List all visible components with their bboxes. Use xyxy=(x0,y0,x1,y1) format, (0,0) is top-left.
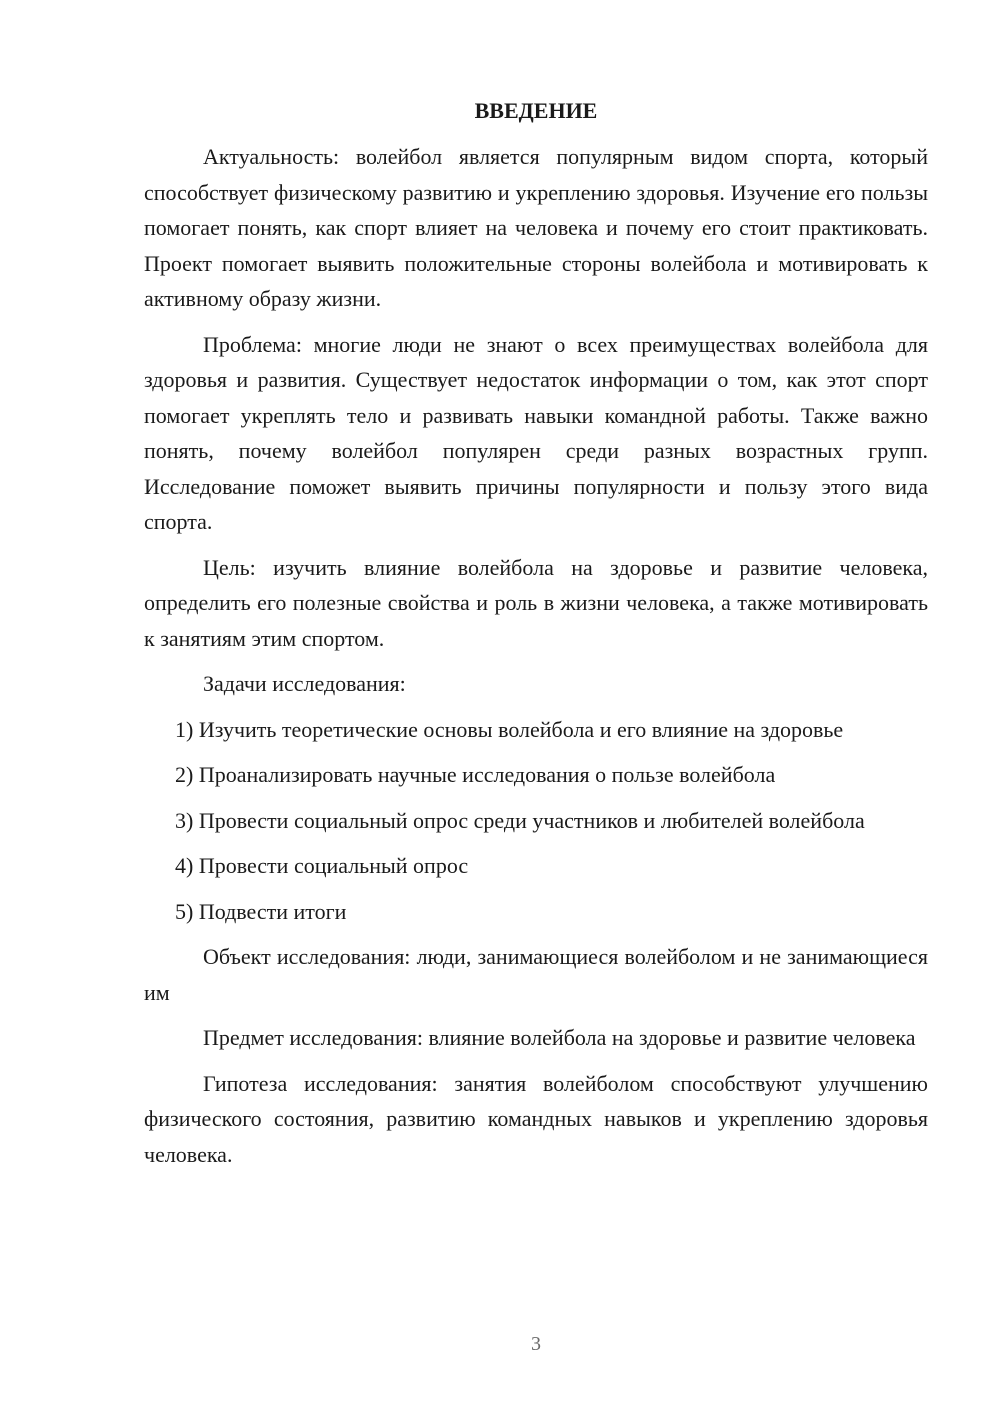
paragraph-hypothesis: Гипотеза исследования: занятия волейболом способствуют улучшению физического состояния, развитию командных навыков и укреплению здоровья человека. xyxy=(144,1070,928,1167)
paragraph-subject: Предмет исследования: влияние волейбола на здоровье и развитие человека xyxy=(203,1025,916,1050)
list-item: 2) Проанализировать научные исследования о пользе волейбола xyxy=(175,762,776,787)
tasks-list xyxy=(144,712,928,930)
paragraph-relevance: Актуальность: волейбол является популярным видом спорта, который способствует физическому развитию и укреплению здоровья. Изучение его пользы помогает понять, как спорт влияет на человека и почему его стоит практиковать. Проект помогает выявить положительные стороны волейбола и мотивировать к активному образу жизни. xyxy=(144,144,928,311)
page-number: 3 xyxy=(531,1333,541,1355)
list-item: 3) Провести социальный опрос среди участников и любителей волейбола xyxy=(175,807,865,833)
tasks-title: Задачи исследования: xyxy=(203,671,406,696)
list-item: 4) Провести социальный опрос xyxy=(175,853,469,878)
page-title: ВВЕДЕНИЕ xyxy=(474,98,598,123)
paragraph-problem: Проблема: многие люди не знают о всех преимуществах волейбола для здоровья и развития. Существует недостаток информации о том, как этот спорт помогает укреплять тело и развивать навыки командной работы. Также важно понять, почему волейбол популярен среди разных возрастных групп. Исследование поможет выявить причины популярности и пользу этого вида спорта. xyxy=(144,331,928,534)
paragraph-goal: Цель: изучить влияние волейбола на здоровье и развитие человека, определить его полезные свойства и роль в жизни человека, а также мотивировать к занятиям этим спортом. xyxy=(144,554,928,651)
list-item: 1) Изучить теоретические основы волейбола и его влияние на здоровье xyxy=(175,716,844,742)
list-item: 5) Подвести итоги xyxy=(175,898,347,924)
page-body xyxy=(144,95,928,1182)
paragraph-object: Объект исследования: люди, занимающиеся волейболом и не занимающиеся им xyxy=(144,944,928,1005)
